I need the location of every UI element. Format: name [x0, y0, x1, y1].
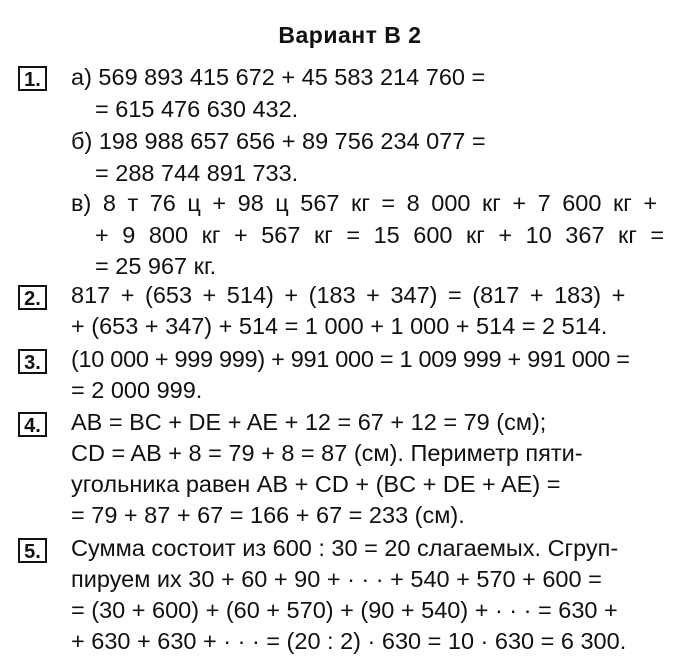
page-title: Вариант В 2 — [278, 22, 422, 48]
problem-1-line-1: а) 569 893 415 672 + 45 583 214 760 = — [71, 64, 486, 90]
problem-number-3: 3. — [18, 349, 47, 374]
problem-4-line-3: угольника равен AB + CD + (BC + DE + AE) = — [71, 471, 561, 497]
problem-5-line-2: пируем их 30 + 60 + 90 + · · · + 540 + 570 + 600 = — [71, 566, 602, 592]
problem-5-line-4: + 630 + 630 + · · · = (20 : 2) · 630 = 10 · 630 = 6 300. — [71, 628, 627, 654]
problem-number-1: 1. — [18, 66, 47, 91]
problem-1-line-3: б) 198 988 657 656 + 89 756 234 077 = — [71, 128, 486, 154]
problem-4-line-2: CD = AB + 8 = 79 + 8 = 87 (см). Периметр пяти- — [71, 440, 583, 466]
problem-1-line-5: в) 8 т 76 ц + 98 ц 567 кг = 8 000 кг + 7 600 кг + — [71, 190, 658, 216]
problem-2-line-2: + (653 + 347) + 514 = 1 000 + 1 000 + 514 = 2 514. — [71, 313, 608, 339]
problem-number-5: 5. — [18, 538, 47, 563]
problem-1-line-7: = 25 967 кг. — [95, 253, 217, 279]
problem-number-4: 4. — [18, 412, 47, 437]
problem-1-line-2: = 615 476 630 432. — [95, 96, 299, 122]
problem-1-line-4: = 288 744 891 733. — [95, 160, 299, 186]
problem-4-line-1: AB = BC + DE + AE + 12 = 67 + 12 = 79 (см); — [71, 409, 547, 435]
problem-3-line-1: (10 000 + 999 999) + 991 000 = 1 009 999 + 991 000 = — [71, 346, 630, 372]
problem-4-line-4: = 79 + 87 + 67 = 166 + 67 = 233 (см). — [71, 502, 465, 528]
problem-number-2: 2. — [18, 285, 47, 310]
problem-1-line-6: + 9 800 кг + 567 кг = 15 600 кг + 10 367 кг = — [95, 222, 665, 248]
problem-5-line-3: = (30 + 600) + (60 + 570) + (90 + 540) + · · · = 630 + — [71, 597, 618, 623]
problem-2-line-1: 817 + (653 + 514) + (183 + 347) = (817 + 183) + — [71, 282, 626, 308]
problem-3-line-2: = 2 000 999. — [71, 377, 203, 403]
problem-5-line-1: Сумма состоит из 600 : 30 = 20 слагаемых. Сгруп- — [71, 535, 619, 561]
